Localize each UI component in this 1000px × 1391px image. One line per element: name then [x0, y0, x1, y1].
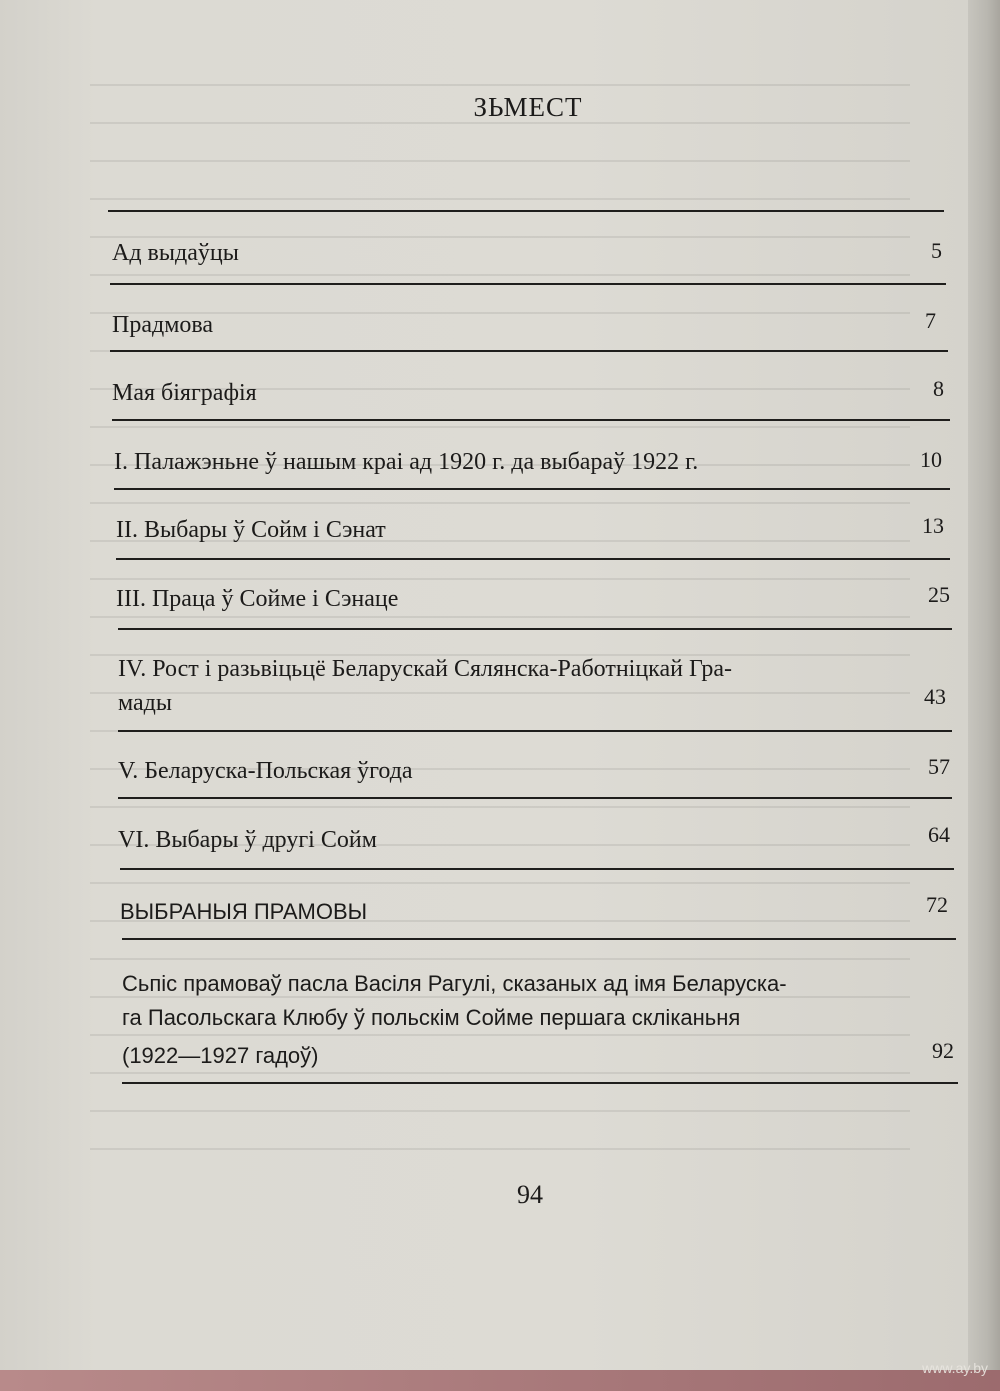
divider — [122, 1082, 958, 1084]
toc-entry-page: 13 — [922, 513, 944, 538]
toc-entry-label: III. Праца ў Сойме і Сэнаце — [116, 586, 399, 612]
toc-entry-label: Сьпіс прамоваў пасла Васіля Рагулі, сказаных ад імя Беларуска- — [122, 971, 787, 996]
divider — [110, 350, 948, 352]
toc-entry-page: 92 — [932, 1038, 954, 1063]
toc-entry-page: 7 — [925, 308, 936, 333]
toc-entry-page: 10 — [920, 447, 942, 472]
toc-entry-label: I. Палажэньне ў нашым краі ад 1920 г. да выбараў 1922 г. — [114, 449, 699, 475]
toc-entry-page: 43 — [924, 684, 946, 709]
divider — [116, 558, 950, 560]
toc-entry-label: VI. Выбары ў другі Сойм — [118, 827, 377, 853]
toc-entry-label-continued: га Пасольскага Клюбу ў польскім Сойме першага скліканьня — [122, 1005, 741, 1030]
toc-entry-page: 57 — [928, 754, 950, 779]
book-spine-edge — [968, 0, 1000, 1391]
cover-edge — [0, 1370, 1000, 1391]
site-watermark: www.ay.by — [922, 1360, 988, 1376]
toc-entry-label-continued: мады — [118, 690, 173, 716]
toc-entry-label: V. Беларуска-Польская ўгода — [118, 758, 413, 784]
divider — [120, 868, 954, 870]
page-title: ЗЬМЕСТ — [473, 92, 583, 122]
divider — [114, 488, 950, 490]
divider — [122, 938, 956, 940]
toc-entry-label-continued: (1922—1927 гадоў) — [122, 1043, 319, 1068]
toc-entry-page: 72 — [926, 892, 948, 917]
toc-entry-label: IV. Рост і разьвіцьцё Беларускай Сялянска-Работніцкай Гра- — [118, 656, 732, 682]
toc-entry-page: 8 — [933, 376, 944, 401]
toc-section-heading: ВЫБРАНЫЯ ПРАМОВЫ — [120, 899, 368, 924]
toc-entry-page: 5 — [931, 238, 942, 263]
toc-entry-page: 64 — [928, 822, 950, 847]
divider — [108, 210, 944, 212]
divider — [118, 797, 952, 799]
toc-entry-label: Ад выдаўцы — [112, 240, 239, 266]
page-number: 94 — [517, 1180, 543, 1209]
divider — [118, 730, 952, 732]
toc-entry-label: Мая біяграфія — [112, 380, 257, 406]
toc-entry-label: Прадмова — [112, 312, 214, 338]
divider — [118, 628, 952, 630]
toc-entry-label: II. Выбары ў Сойм і Сэнат — [116, 517, 386, 543]
toc-entry-page: 25 — [928, 582, 950, 607]
divider — [110, 283, 946, 285]
divider — [112, 419, 950, 421]
